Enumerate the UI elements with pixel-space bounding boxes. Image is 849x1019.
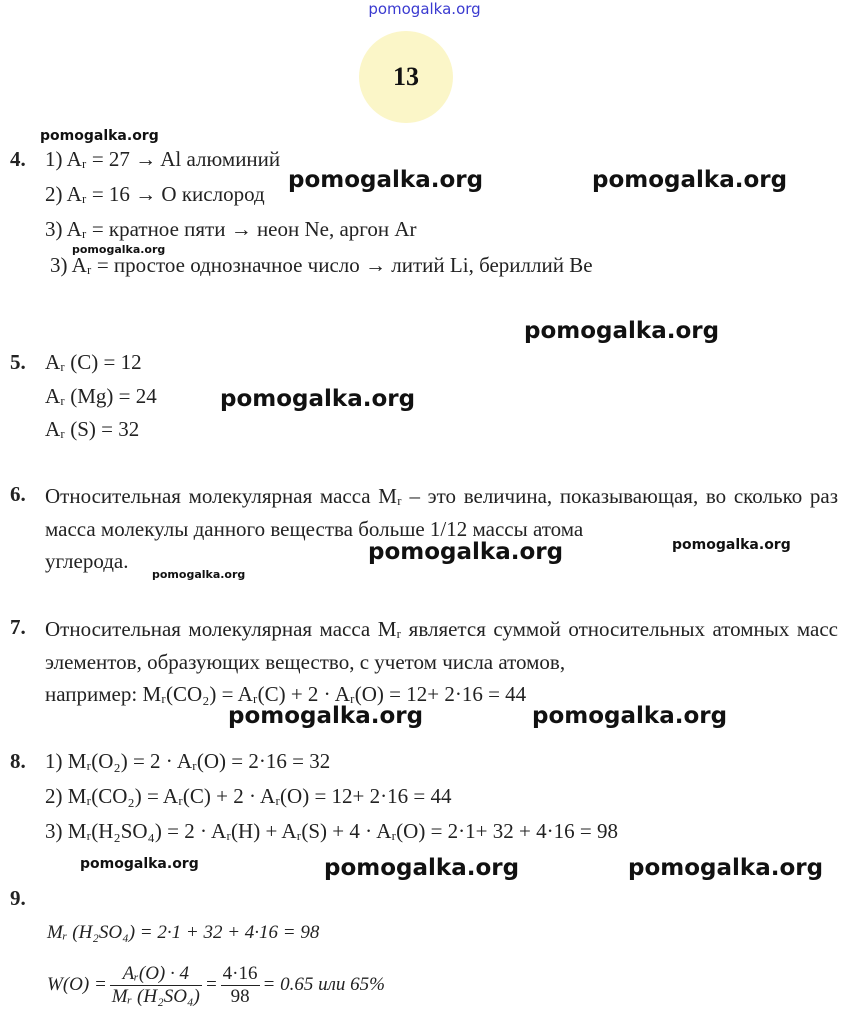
page-number: 13: [393, 62, 419, 91]
q7-paragraph: [45, 613, 838, 711]
watermark: pomogalka.org: [628, 855, 824, 881]
q9-fraction-2: [221, 963, 260, 1008]
watermark: pomogalka.org: [228, 703, 424, 729]
q9-fraction-1: [110, 963, 202, 1008]
watermark: pomogalka.org: [524, 318, 720, 344]
item-number-7: 7.: [10, 615, 26, 639]
q5-line-1: Aᵣ (C) = 12: [45, 350, 142, 374]
q8-line-3: 3) Mᵣ(H₂SO₄) = 2 · Aᵣ(H) + Aᵣ(S) + 4 · Aᵣ(O) = 2·1+ 32 + 4·16 = 98: [45, 819, 618, 843]
q9-w-left: W(O) =: [47, 974, 107, 995]
q9-fraction-1-denominator: Mᵣ (H₂SO₄): [111, 985, 200, 1007]
q8-line-1: 1) Mᵣ(O₂) = 2 · Aᵣ(O) = 2·16 = 32: [45, 749, 331, 773]
item-number-5: 5.: [10, 350, 26, 374]
watermark: pomogalka.org: [324, 855, 520, 881]
item-number-6: 6.: [10, 482, 26, 506]
q7-text: Относительная молекулярная масса Mᵣ является суммой относительных атомных масс элементов, образующих вещество, с учетом числа атомов,: [45, 617, 838, 674]
q4-line-2: 2) Aᵣ = 16 → O кислород: [45, 182, 265, 206]
watermark: pomogalka.org: [152, 568, 246, 581]
watermark: pomogalka.org: [40, 128, 159, 144]
q5-line-2: Aᵣ (Mg) = 24: [45, 384, 157, 408]
q5-line-3: Aᵣ (S) = 32: [45, 417, 140, 441]
q8-line-2: 2) Mᵣ(CO₂) = Aᵣ(C) + 2 · Aᵣ(O) = 12+ 2·16 = 44: [45, 784, 452, 808]
q4-line-3: 3) Aᵣ = кратное пяти → неон Ne, аргон Ar: [45, 217, 417, 241]
q9-fraction-2-denominator: 98: [230, 985, 250, 1007]
q9-fraction-1-numerator: Aᵣ(O) · 4: [110, 963, 202, 986]
q6-text: Относительная молекулярная масса Mᵣ – это величина, показывающая, во сколько раз масса молекулы данного вещества больше 1/12 массы атома: [45, 484, 838, 541]
q9-mass-fraction-formula: [47, 955, 385, 1015]
item-number-8: 8.: [10, 749, 26, 773]
q7-text-end: например: Mᵣ(CO₂) = Aᵣ(C) + 2 · Aᵣ(O) = 12+ 2·16 = 44: [45, 682, 527, 706]
watermark: pomogalka.org: [72, 243, 166, 256]
q9-equals: =: [204, 974, 218, 995]
site-header-link[interactable]: pomogalka.org: [368, 0, 481, 18]
watermark: pomogalka.org: [288, 167, 484, 193]
q6-text-end: углерода.: [45, 549, 129, 573]
q9-result: = 0.65 или 65%: [262, 974, 385, 995]
watermark: pomogalka.org: [220, 386, 416, 412]
q4-line-1: 1) Aᵣ = 27 → Al алюминий: [45, 147, 281, 171]
item-number-9: 9.: [10, 886, 26, 910]
q4-line-4: 3) Aᵣ = простое однозначное число → литий Li, бериллий Be: [50, 253, 593, 277]
watermark: pomogalka.org: [532, 703, 728, 729]
watermark: pomogalka.org: [368, 539, 564, 565]
watermark: pomogalka.org: [592, 167, 788, 193]
q9-molar-mass-formula: Mᵣ (H₂SO₄) = 2·1 + 32 + 4·16 = 98: [47, 922, 320, 943]
watermark: pomogalka.org: [80, 856, 199, 872]
item-number-4: 4.: [10, 147, 26, 171]
q9-fraction-2-numerator: 4·16: [222, 962, 258, 984]
watermark: pomogalka.org: [672, 537, 791, 553]
